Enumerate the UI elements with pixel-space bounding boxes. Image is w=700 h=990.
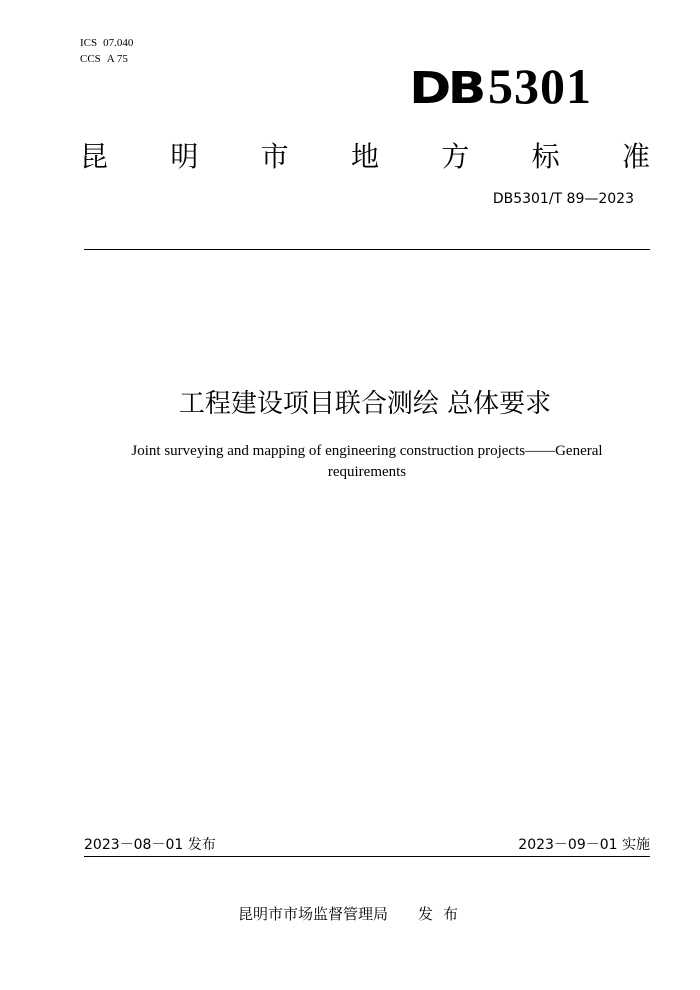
issue-date: 2023－08－01 发布 xyxy=(84,837,216,853)
standard-type-char: 标 xyxy=(531,140,560,173)
ics-value: 07.040 xyxy=(103,37,134,49)
standard-code-logo xyxy=(409,57,592,115)
standard-code-prefix: DB xyxy=(409,63,483,114)
document-title-en: Joint surveying and mapping of engineering construction projects——General requirements xyxy=(131,443,603,480)
classification-codes xyxy=(80,35,133,67)
standard-type-char: 市 xyxy=(260,140,289,173)
ics-code xyxy=(80,35,133,51)
standard-type-char: 地 xyxy=(350,140,379,173)
top-divider xyxy=(84,249,650,250)
issuer-name: 昆明市市场监督管理局 xyxy=(238,905,389,923)
standard-number: DB5301/T 89—2023 xyxy=(492,191,634,207)
standard-type xyxy=(80,135,650,175)
issuer xyxy=(238,903,468,924)
document-title-cn: 工程建设项目联合测绘 总体要求 xyxy=(178,389,552,419)
ccs-label: CCS xyxy=(80,53,101,65)
ics-label: ICS xyxy=(80,37,98,49)
ccs-code xyxy=(80,51,133,67)
standard-type-char: 明 xyxy=(170,140,199,173)
standard-code-number: 5301 xyxy=(488,58,592,114)
ccs-value: A 75 xyxy=(106,53,128,65)
standard-type-char: 准 xyxy=(621,140,650,173)
standard-type-char: 昆 xyxy=(80,140,109,173)
implementation-date: 2023－09－01 实施 xyxy=(518,837,650,853)
bottom-divider xyxy=(84,856,650,857)
standard-type-char: 方 xyxy=(441,140,470,173)
issuer-publish-label: 发布 xyxy=(418,905,469,923)
